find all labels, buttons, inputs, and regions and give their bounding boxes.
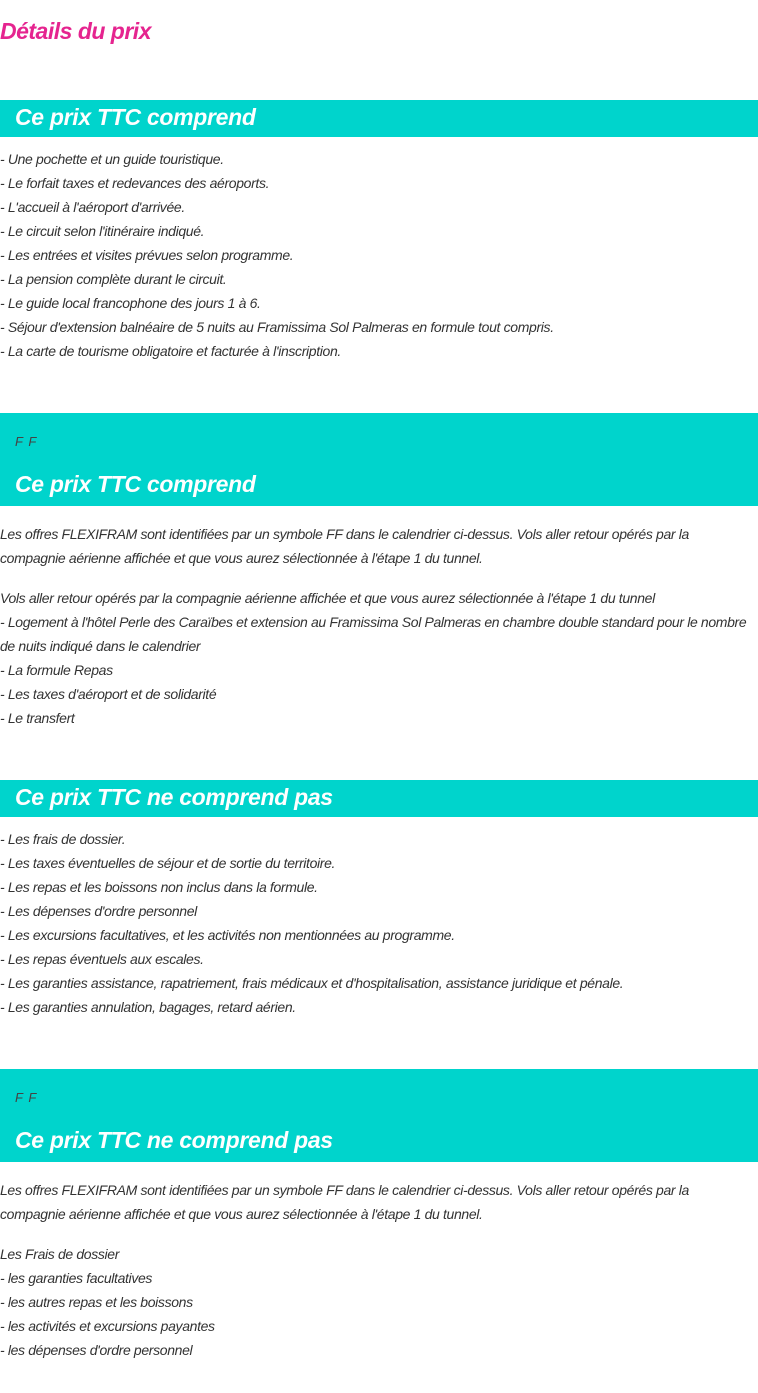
flexifram-intro: Les offres FLEXIFRAM sont identifiées par un symbole FF dans le calendrier ci-dessus. Vols aller retour opérés par la compagnie aérienne affichée et que vous aurez sélectionnée à l'étape 1 du tunnel. bbox=[0, 1182, 689, 1222]
list-item: - Le guide local francophone des jours 1 à 6. bbox=[0, 295, 261, 311]
list-item: Vols aller retour opérés par la compagnie aérienne affichée et que vous aurez sélectionnée à l'étape 1 du tunnel bbox=[0, 590, 655, 606]
not-included-list bbox=[0, 827, 758, 1019]
page-title: Détails du prix bbox=[0, 18, 151, 44]
flexifram-included-list bbox=[0, 586, 758, 730]
list-item: - Les entrées et visites prévues selon programme. bbox=[0, 247, 294, 263]
list-item: - les dépenses d'ordre personnel bbox=[0, 1342, 193, 1358]
list-item: - La carte de tourisme obligatoire et facturée à l'inscription. bbox=[0, 343, 341, 359]
section-header-band bbox=[0, 413, 758, 506]
included-list bbox=[0, 147, 758, 363]
ff-tag: F F bbox=[15, 1090, 38, 1105]
list-item: - Les taxes éventuelles de séjour et de sortie du territoire. bbox=[0, 855, 336, 871]
list-item: - Les repas et les boissons non inclus dans la formule. bbox=[0, 879, 318, 895]
section-included bbox=[0, 100, 758, 363]
list-item: - les autres repas et les boissons bbox=[0, 1294, 193, 1310]
list-item: - La pension complète durant le circuit. bbox=[0, 271, 227, 287]
list-item: - Une pochette et un guide touristique. bbox=[0, 151, 224, 167]
list-item: - Les frais de dossier. bbox=[0, 831, 126, 847]
list-item: - les garanties facultatives bbox=[0, 1270, 153, 1286]
list-item: - Le forfait taxes et redevances des aéroports. bbox=[0, 175, 270, 191]
list-item: - les activités et excursions payantes bbox=[0, 1318, 215, 1334]
ff-tag: F F bbox=[15, 434, 38, 449]
flexifram-not-included-list bbox=[0, 1242, 758, 1362]
list-item: - Les repas éventuels aux escales. bbox=[0, 951, 204, 967]
section-title: Ce prix TTC ne comprend pas bbox=[15, 784, 333, 810]
flexifram-intro: Les offres FLEXIFRAM sont identifiées par un symbole FF dans le calendrier ci-dessus. Vols aller retour opérés par la compagnie aérienne affichée et que vous aurez sélectionnée à l'étape 1 du tunnel. bbox=[0, 526, 689, 566]
section-title: Ce prix TTC comprend bbox=[15, 104, 256, 130]
list-item: - La formule Repas bbox=[0, 662, 113, 678]
list-item: - Les excursions facultatives, et les activités non mentionnées au programme. bbox=[0, 927, 455, 943]
list-item: - Le transfert bbox=[0, 710, 75, 726]
list-item: Les Frais de dossier bbox=[0, 1246, 120, 1262]
section-header-band bbox=[0, 780, 758, 817]
list-item: - Les garanties assistance, rapatriement, frais médicaux et d'hospitalisation, assistance juridique et pénale. bbox=[0, 975, 624, 991]
list-item: - L'accueil à l'aéroport d'arrivée. bbox=[0, 199, 185, 215]
section-flexifram-included bbox=[0, 413, 758, 730]
section-not-included bbox=[0, 780, 758, 1019]
section-header-band bbox=[0, 1069, 758, 1162]
section-flexifram-not-included bbox=[0, 1069, 758, 1362]
list-item: - Les garanties annulation, bagages, retard aérien. bbox=[0, 999, 296, 1015]
list-item: - Séjour d'extension balnéaire de 5 nuits au Framissima Sol Palmeras en formule tout compris. bbox=[0, 319, 554, 335]
list-item: - Les dépenses d'ordre personnel bbox=[0, 903, 197, 919]
list-item: - Le circuit selon l'itinéraire indiqué. bbox=[0, 223, 205, 239]
section-title: Ce prix TTC ne comprend pas bbox=[15, 1127, 333, 1153]
section-title: Ce prix TTC comprend bbox=[15, 471, 256, 497]
section-header-band bbox=[0, 100, 758, 137]
list-item: - Logement à l'hôtel Perle des Caraïbes et extension au Framissima Sol Palmeras en chambre double standard pour le nombre de nuits indiqué dans le calendrier bbox=[0, 614, 747, 654]
list-item: - Les taxes d'aéroport et de solidarité bbox=[0, 686, 217, 702]
